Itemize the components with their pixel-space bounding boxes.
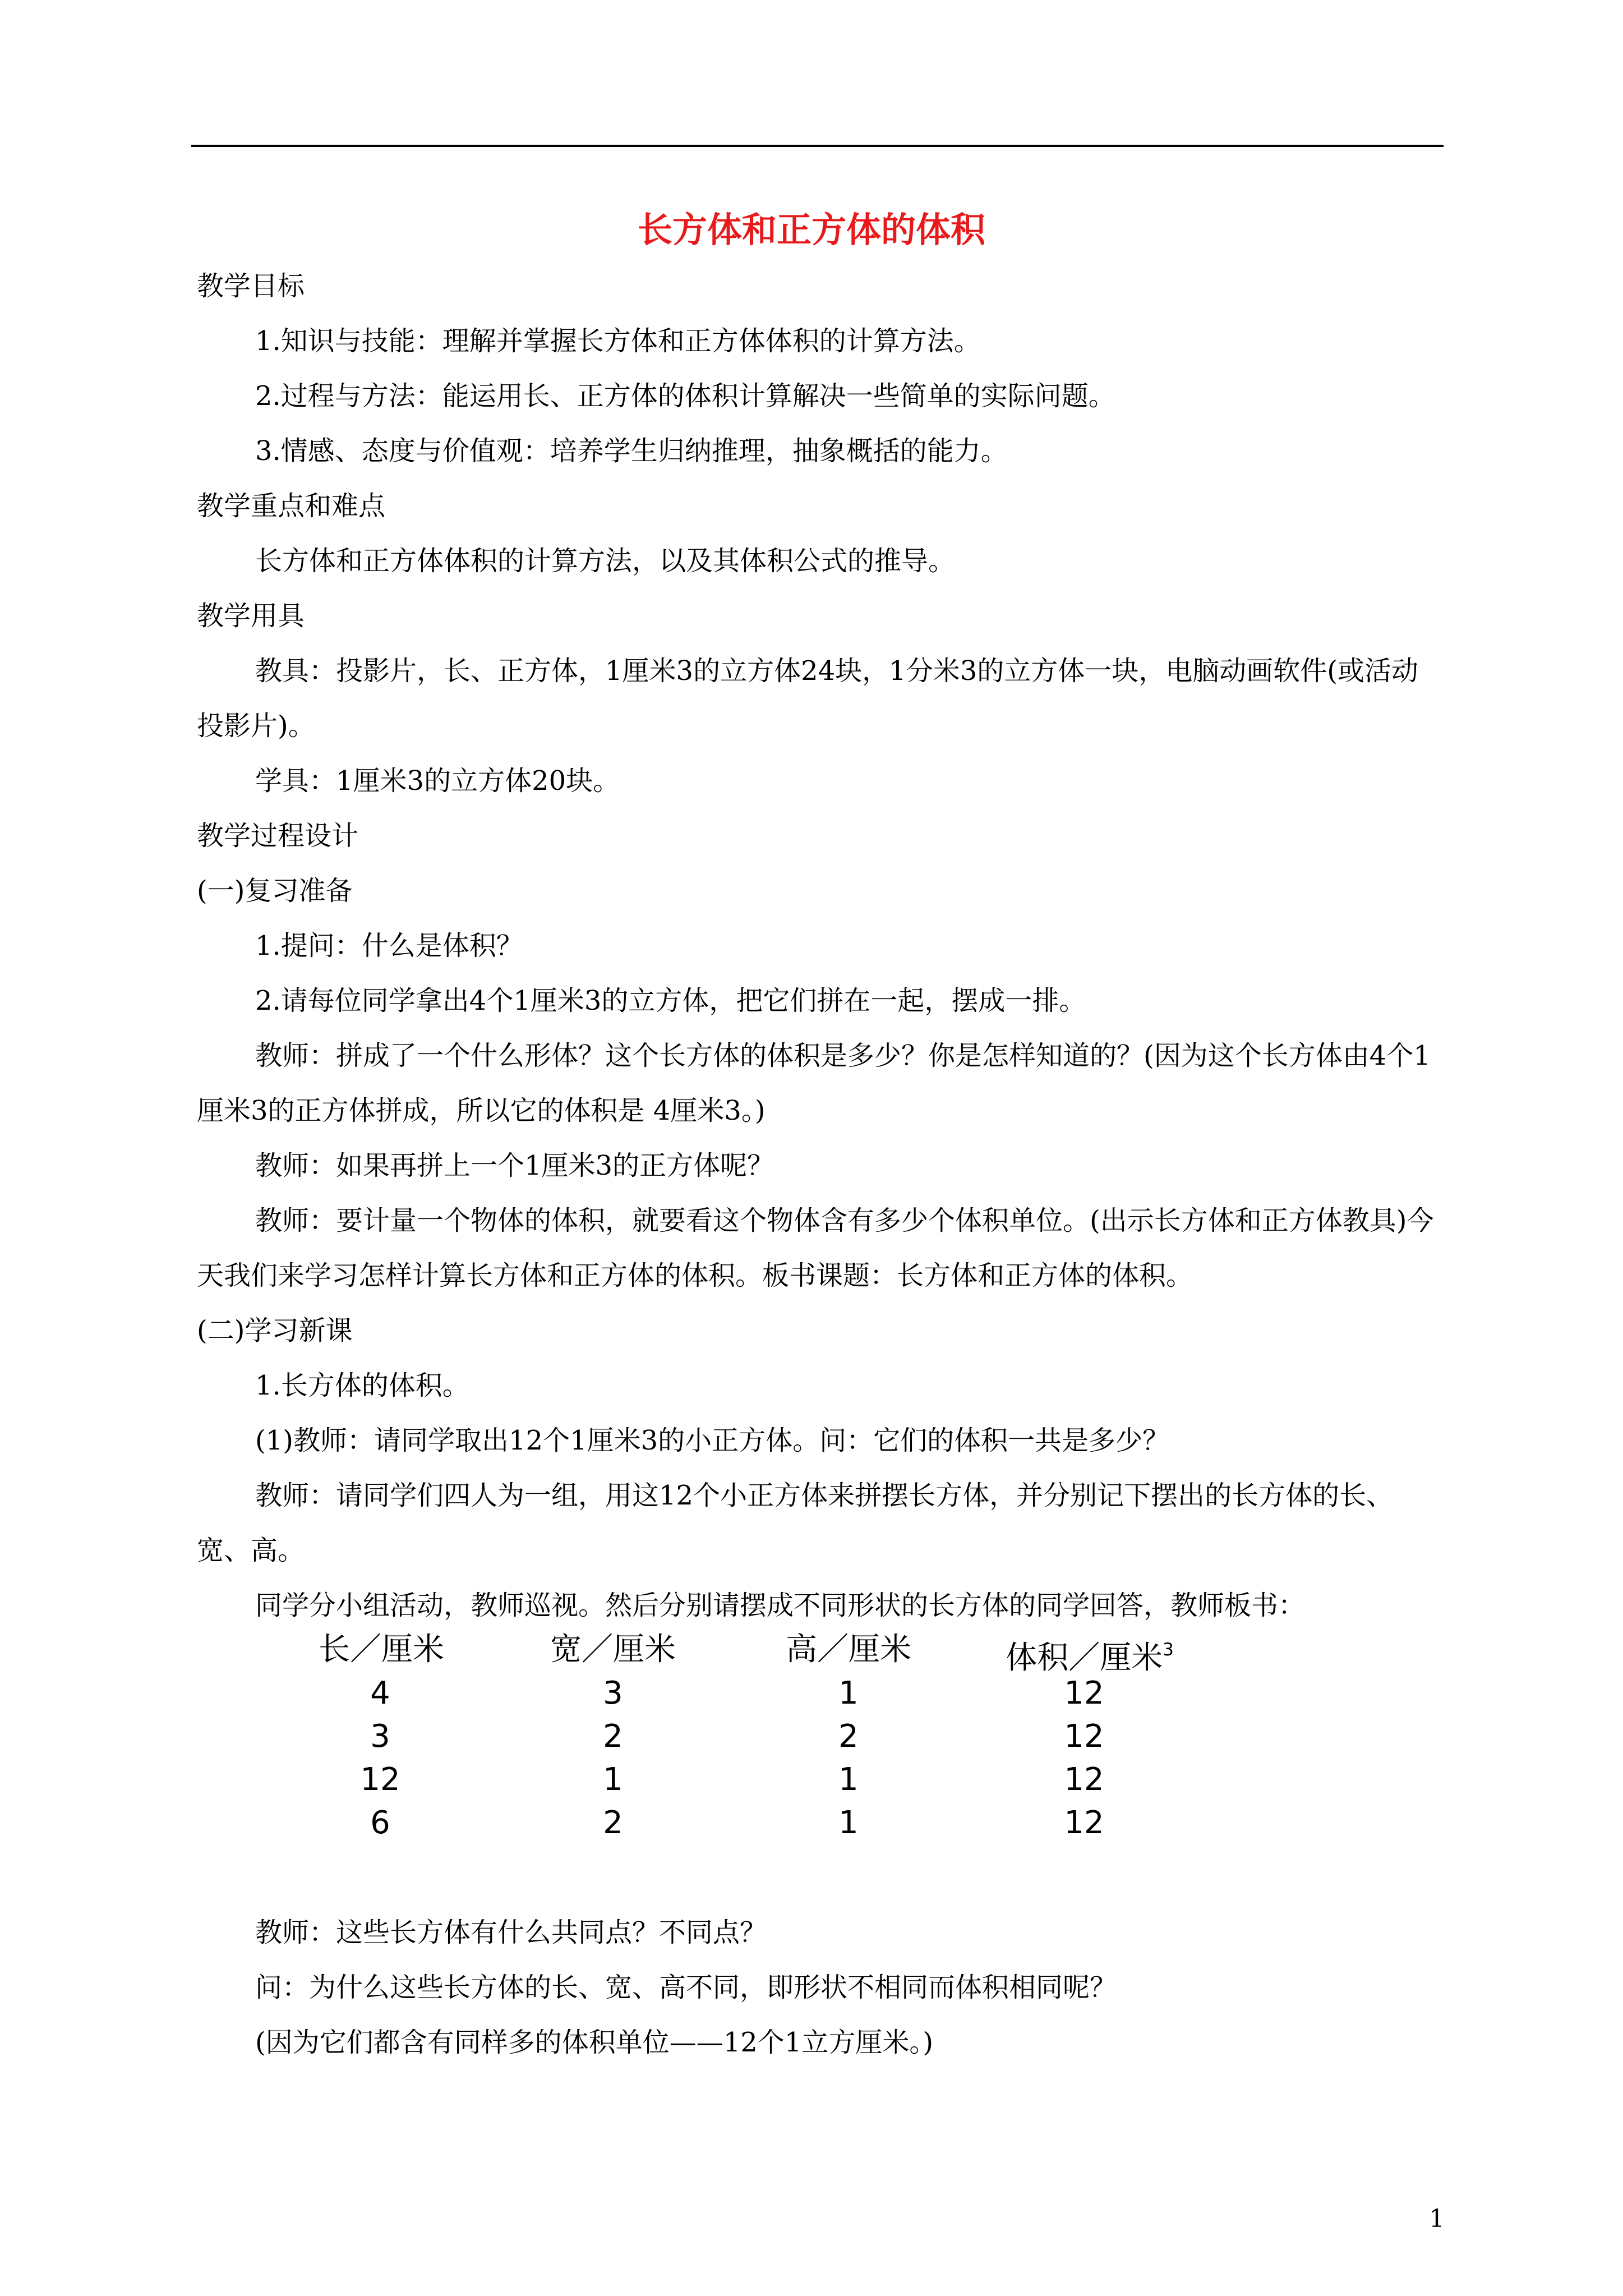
table-cell: 6: [370, 1805, 390, 1841]
table-cell: 1: [838, 1761, 859, 1798]
page-number: 1: [1429, 2205, 1445, 2233]
table-cell: 2: [838, 1718, 859, 1755]
table-cell: 12: [1064, 1675, 1104, 1711]
volume-unit-exponent: 3: [1163, 1640, 1174, 1660]
table-cell: 2: [603, 1805, 623, 1841]
review-5: 教师：要计量一个物体的体积，就要看这个物体含有多少个体积单位。(出示长方体和正方体教具)今天我们来学习怎样计算长方体和正方体的体积。板书课题：长方体和正方体的体积。: [197, 1205, 1434, 1291]
goal-3: 3.情感、态度与价值观：培养学生归纳推理，抽象概括的能力。: [255, 435, 1008, 467]
after-3: (因为它们都含有同样多的体积单位——12个1立方厘米。): [255, 2027, 934, 2058]
table-cell: 12: [1064, 1761, 1104, 1798]
table-cell: 2: [603, 1718, 623, 1755]
table-cell: 12: [1064, 1718, 1104, 1755]
table-cell: 1: [838, 1675, 859, 1711]
review-heading: (一)复习准备: [197, 875, 353, 907]
new-2: (1)教师：请同学取出12个1厘米3的小正方体。问：它们的体积一共是多少？: [255, 1425, 1170, 1456]
tools-teacher: 教具：投影片，长、正方体，1厘米3的立方体24块，1分米3的立方体一块，电脑动画软件(或活动投影片)。: [197, 655, 1418, 742]
tools-student: 学具：1厘米3的立方体20块。: [255, 765, 620, 797]
key-heading: 教学重点和难点: [197, 490, 386, 522]
table-cell: 4: [370, 1675, 390, 1711]
table-header-length: 长／厘米: [319, 1631, 444, 1668]
goal-2: 2.过程与方法：能运用长、正方体的体积计算解决一些简单的实际问题。: [255, 380, 1115, 412]
new-4: 同学分小组活动，教师巡视。然后分别请摆成不同形状的长方体的同学回答，教师板书：: [255, 1590, 1306, 1621]
table-cell: 12: [360, 1761, 400, 1798]
header-rule: [191, 145, 1444, 147]
goal-1: 1.知识与技能：理解并掌握长方体和正方体体积的计算方法。: [255, 325, 981, 357]
new-3: 教师：请同学们四人为一组，用这12个小正方体来拼摆长方体，并分别记下摆出的长方体的长、宽、高。: [197, 1480, 1394, 1566]
table-header-volume: [978, 1631, 1202, 1677]
new-1: 1.长方体的体积。: [255, 1370, 469, 1401]
table-cell: 1: [603, 1761, 623, 1798]
table-cell: 3: [603, 1675, 623, 1711]
review-2: 2.请每位同学拿出4个1厘米3的立方体，把它们拼在一起，摆成一排。: [255, 985, 1086, 1016]
tools-heading: 教学用具: [197, 600, 305, 632]
key-text: 长方体和正方体体积的计算方法，以及其体积公式的推导。: [255, 545, 956, 577]
table-cell: 12: [1064, 1805, 1104, 1841]
table-cell: 3: [370, 1718, 390, 1755]
new-heading: (二)学习新课: [197, 1315, 353, 1346]
volume-unit-label: 体积／厘米: [1006, 1640, 1163, 1677]
table-header-width: 宽／厘米: [550, 1631, 676, 1668]
after-1: 教师：这些长方体有什么共同点？不同点？: [255, 1917, 767, 1948]
goals-heading: 教学目标: [197, 270, 305, 302]
review-1: 1.提问：什么是体积？: [255, 930, 523, 961]
review-4: 教师：如果再拼上一个1厘米3的正方体呢？: [255, 1150, 774, 1181]
process-heading: 教学过程设计: [197, 820, 359, 852]
review-3: 教师：拼成了一个什么形体？这个长方体的体积是多少？你是怎样知道的？(因为这个长方体由4个1厘米3的正方体拼成，所以它的体积是 4厘米3。): [197, 1040, 1431, 1126]
table-header-height: 高／厘米: [786, 1631, 911, 1668]
page-title: 长方体和正方体的体积: [637, 209, 985, 250]
table-cell: 1: [838, 1805, 859, 1841]
after-2: 问：为什么这些长方体的长、宽、高不同，即形状不相同而体积相同呢？: [255, 1972, 1117, 2003]
